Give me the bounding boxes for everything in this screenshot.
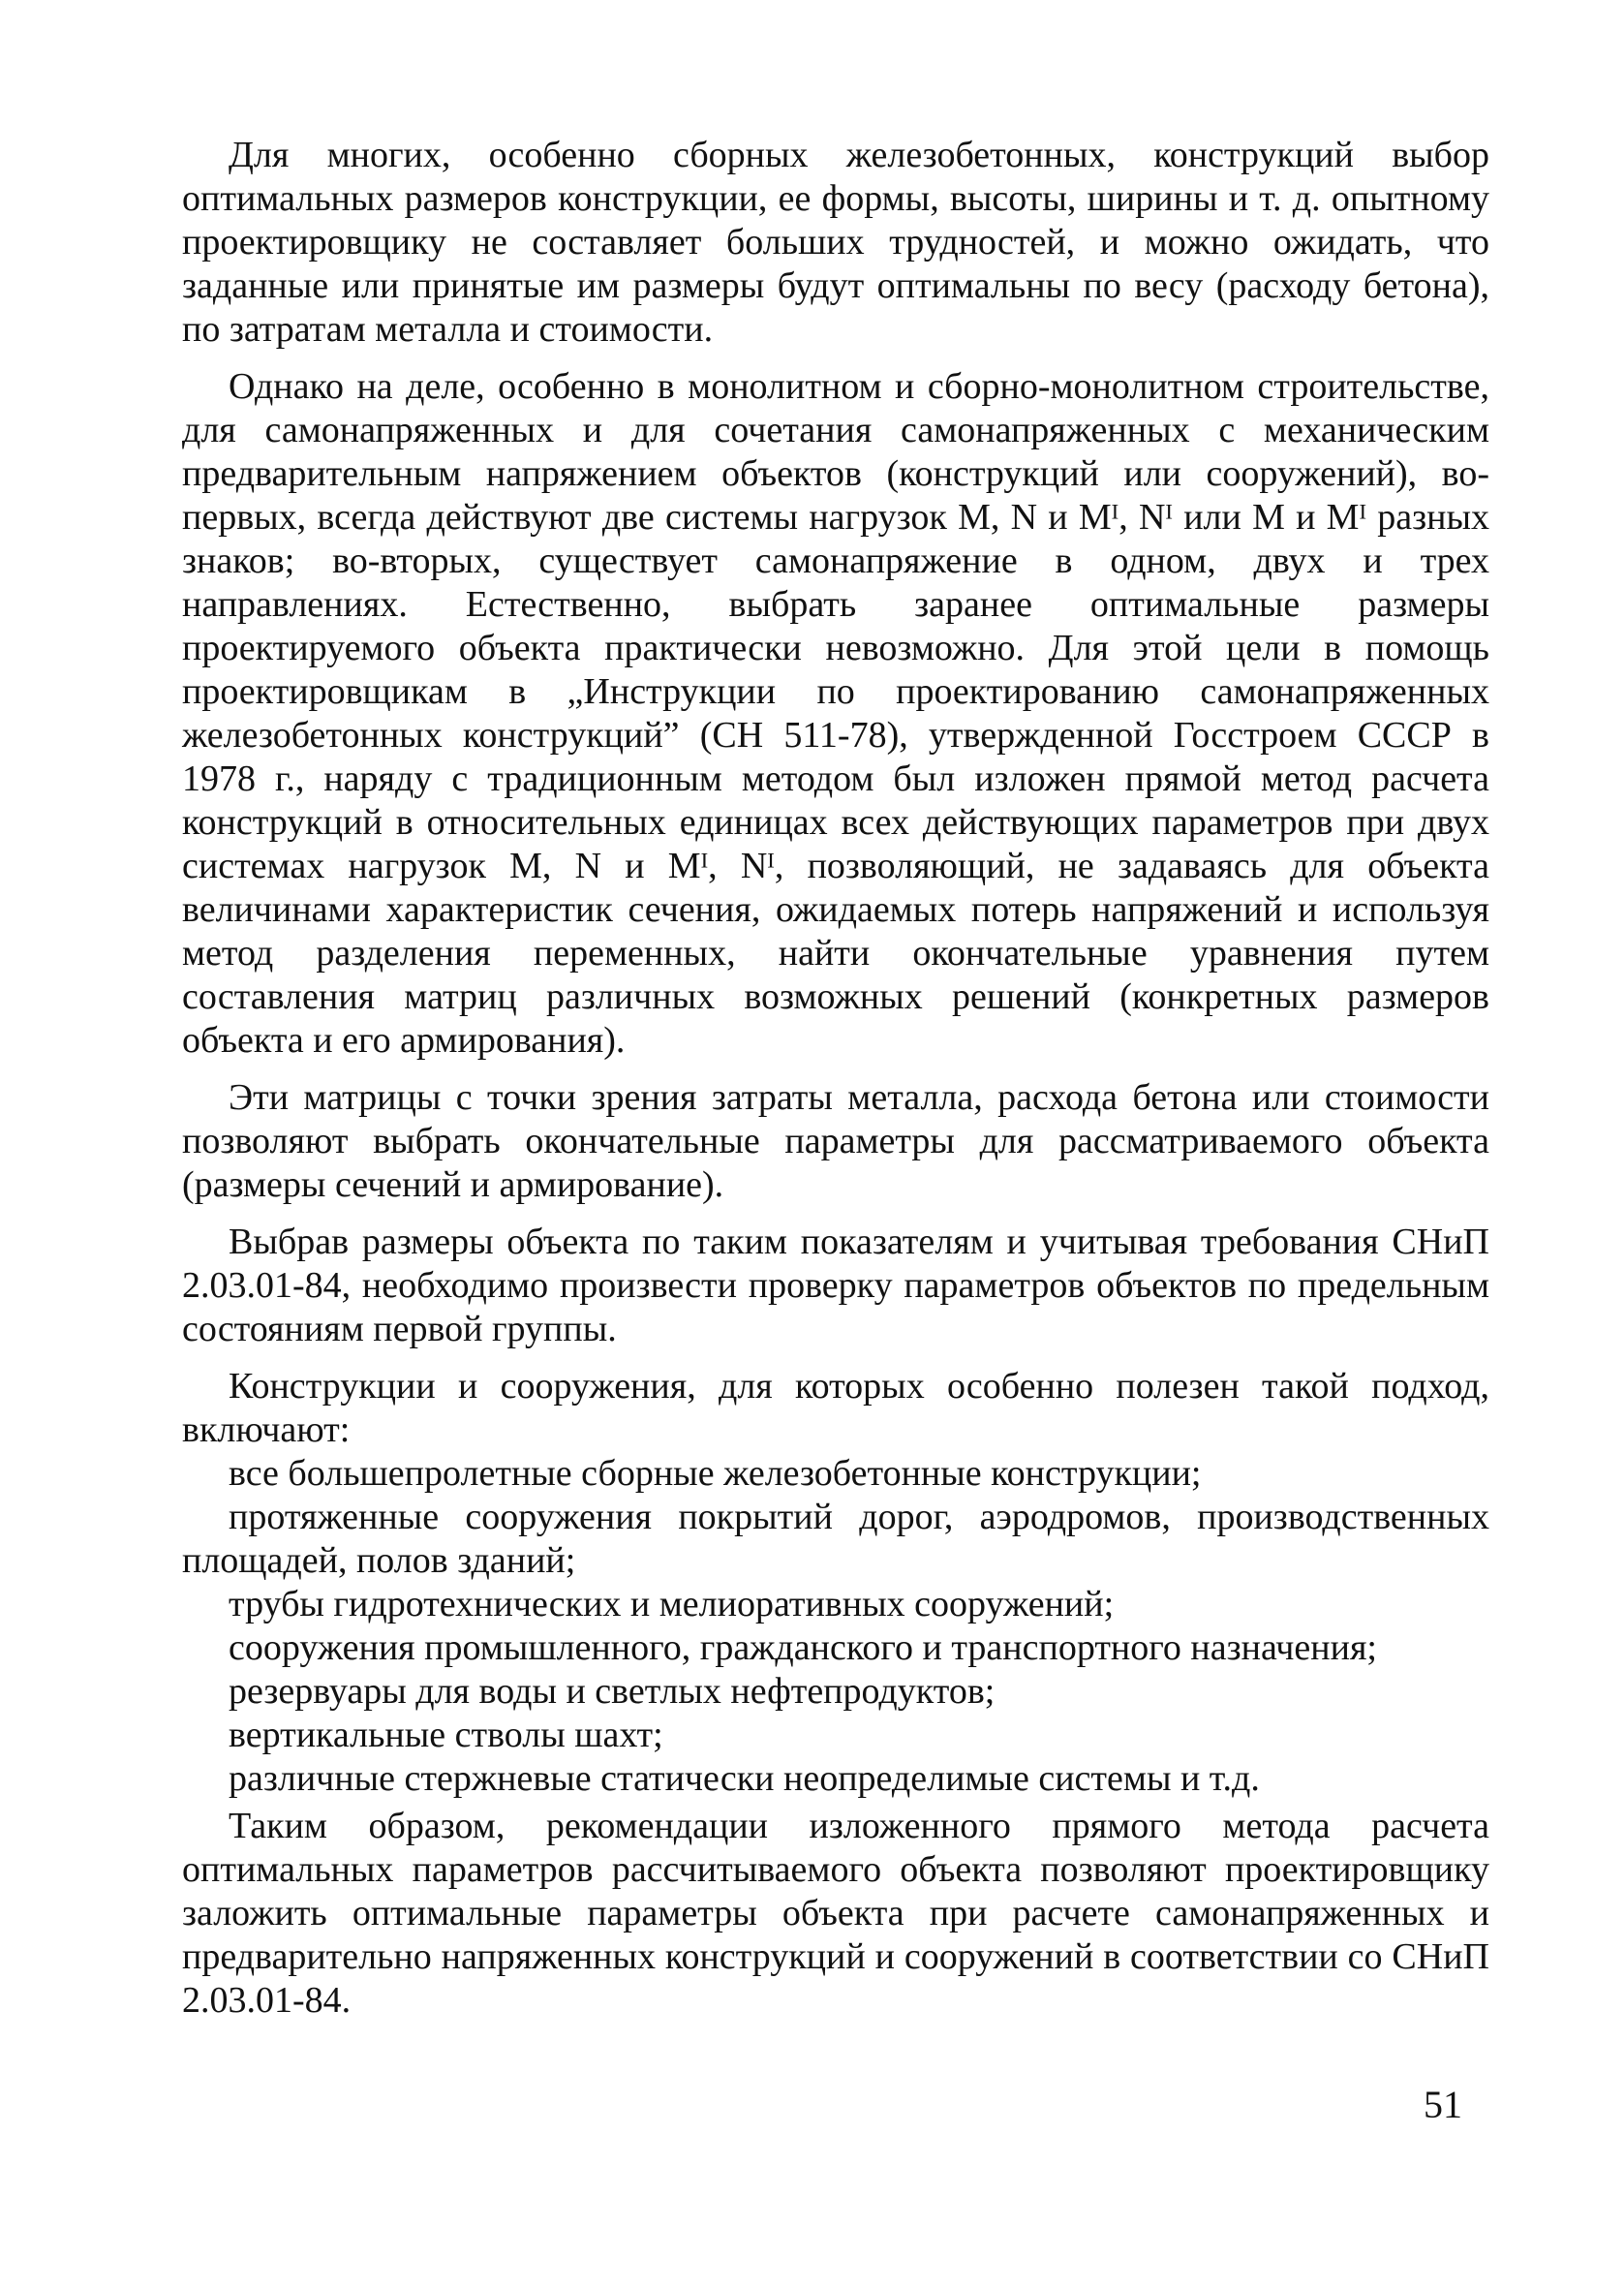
list-item: протяженные сооружения покрытий дорог, аэродромов, производственных площадей, полов зданий;	[182, 1497, 1489, 1581]
list-item: различные стержневые статически неопределимые системы и т.д.	[229, 1758, 1260, 1799]
body-text	[182, 134, 1489, 2036]
list-item: все большепролетные сборные железобетонные конструкции;	[229, 1453, 1202, 1494]
page-number: 51	[1424, 2083, 1462, 2126]
list-item: сооружения промышленного, гражданского и транспортного назначения;	[229, 1627, 1377, 1668]
paragraph-3: Эти матрицы с точки зрения затраты металла, расхода бетона или стоимости позволяют выбрать окончательные параметры для рассматриваемого объекта (размеры сечений и армирование).	[182, 1077, 1489, 1205]
paragraph-2: Однако на деле, особенно в монолитном и сборно-монолитном строительстве, для самонапряженных и для сочетания самонапряженных с механическим предварительным напряжением объектов (конструкций или сооружений), во-первых, всегда действуют две системы нагрузок M, N и Mᴵ, Nᴵ или M и Mᴵ разных знаков; во-вторых, существует самонапряжение в одном, двух и трех направлениях. Естественно, выбрать заранее оптимальные размеры проектируемого объекта практически невозможно. Для этой цели в помощь проектировщикам в „Инструкции по проектированию самонапряженных железобетонных конструкций” (СН 511-78), утвержденной Госстроем СССР в 1978 г., наряду с традиционным методом был изложен прямой метод расчета конструкций в относительных единицах всех действующих параметров при двух системах нагрузок M, N и Mᴵ, Nᴵ, позволяющий, не задаваясь для объекта величинами характеристик сечения, ожидаемых потерь напряжений и используя метод разделения переменных, найти окончательные уравнения путем составления матриц различных возможных решений (конкретных размеров объекта и его армирования).	[182, 366, 1489, 1061]
paragraph-1: Для многих, особенно сборных железобетонных, конструкций выбор оптимальных размеров конструкции, ее формы, высоты, ширины и т. д. опытному проектировщику не составляет больших трудностей, и можно ожидать, что заданные или принятые им размеры будут оптимальны по весу (расходу бетона), по затратам металла и стоимости.	[182, 135, 1489, 350]
paragraph-5: Конструкции и сооружения, для которых особенно полезен такой подход, включают:	[182, 1366, 1489, 1450]
conclusion-paragraph: Таким образом, рекомендации изложенного прямого метода расчета оптимальных параметров рассчитываемого объекта позволяют проектировщику заложить оптимальные параметры объекта при расчете самонапряженных и предварительно напряженных конструкций и сооружений в соответствии со СНиП 2.03.01-84.	[182, 1806, 1489, 2021]
list-item: резервуары для воды и светлых нефтепродуктов;	[229, 1671, 996, 1712]
paragraph-4: Выбрав размеры объекта по таким показателям и учитывая требования СНиП 2.03.01-84, необходимо произвести проверку параметров объектов по предельным состояниям первой группы.	[182, 1222, 1489, 1349]
list-item: трубы гидротехнических и мелиоративных сооружений;	[229, 1584, 1115, 1624]
list-item: вертикальные стволы шахт;	[229, 1715, 663, 1755]
